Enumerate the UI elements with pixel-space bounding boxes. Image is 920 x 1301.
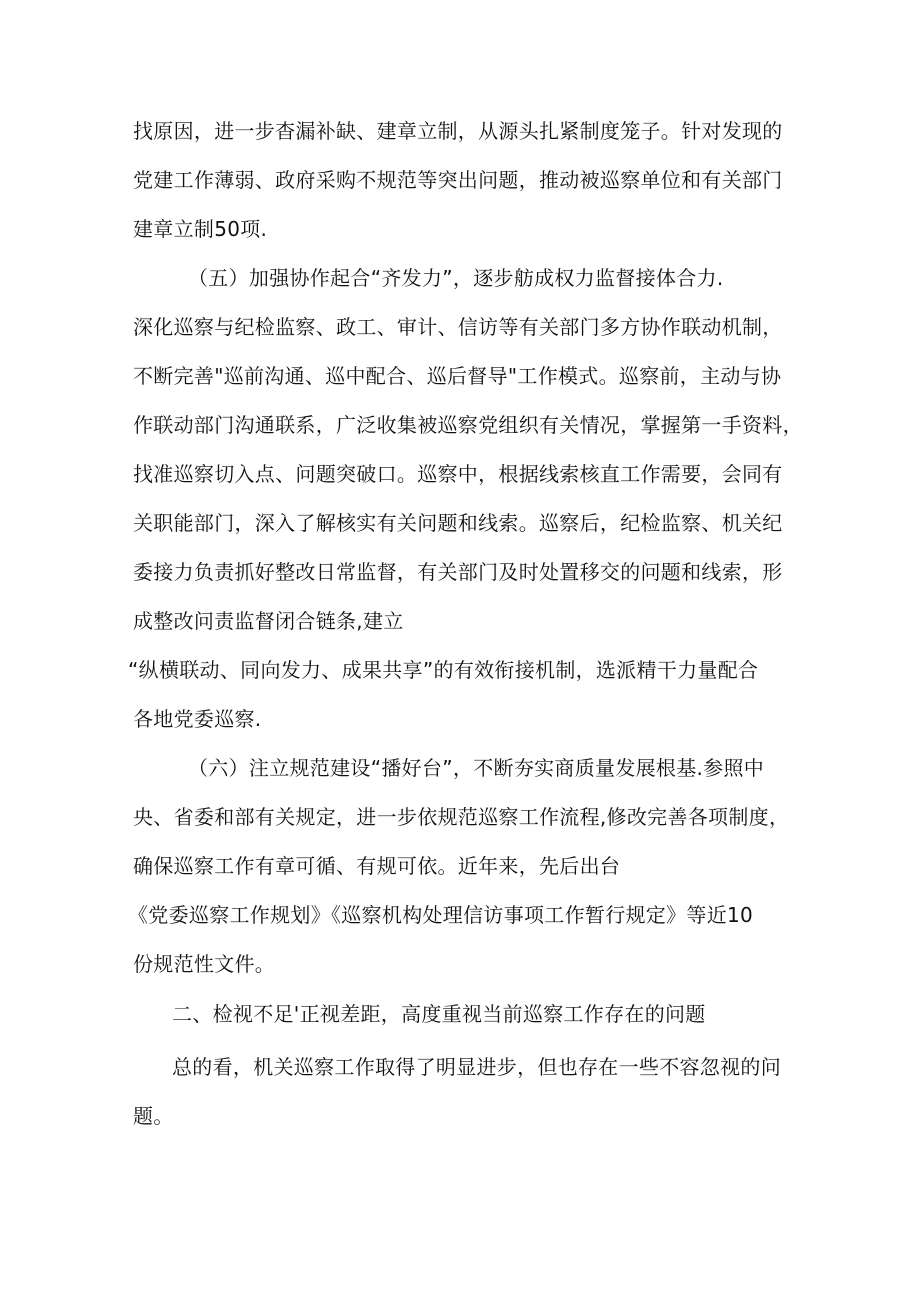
body-text-line: 题。 xyxy=(133,1104,174,1128)
chapter-heading: 二、检视不足'正视差距，高度重视当前巡察工作存在的问题 xyxy=(172,1002,706,1026)
section-heading: （五）加强协作起合“齐发力”，逐步舫成权力监督接体合力. xyxy=(188,266,724,290)
body-text-line: 总的看，机关巡察工作取得了明显进步，但也存在一些不容忽视的问 xyxy=(172,1055,781,1079)
body-text-line: 不断完善"巡前沟通、巡中配合、巡后督导"工作模式。巡察前，主动与协 xyxy=(133,364,782,388)
body-text-line: “纵横联动、同向发力、成果共享”的有效衔接机制，选派精干力量配合 xyxy=(128,658,759,682)
body-text-line: 确保巡察工作有章可循、有规可依。近年来，先后出台 xyxy=(133,854,621,878)
body-text-line: 党建工作薄弱、政府采购不规范等突出问题，推动被巡察单位和有关部门 xyxy=(133,168,783,192)
body-text-line: 央、省委和部有关规定，进一步依规范巡察工作流程,修改完善各项制度， xyxy=(133,805,790,829)
body-text-line: 各地党委巡察. xyxy=(133,707,262,731)
body-text-line: 作联动部门沟通联系，广泛收集被巡察党组织有关情况，掌握第一手资料， xyxy=(133,413,803,437)
body-text-line: 关职能部门，深入了解核实有关问题和线索。巡察后，纪检监察、机关纪 xyxy=(133,511,783,535)
body-text-line: 找准巡察切入点、问题突破口。巡察中，根据线索核直工作需要，会同有 xyxy=(133,462,783,486)
body-text-line: 成整改问责监督闭合链条,建立 xyxy=(133,609,404,633)
body-text-line: 找原因，进一步杳漏补缺、建章立制，从源头扎紧制度笼子。针对发现的 xyxy=(133,119,783,143)
body-text-line: 深化巡察与纪检监察、政工、审计、信访等有关部门多方协作联动机制， xyxy=(133,315,783,339)
body-text-line: 份规范性文件。 xyxy=(133,952,276,976)
body-text-line: 建章立制50项. xyxy=(133,217,268,241)
body-text-line: 《党委巡察工作规划》《巡察机构处理信访事项工作暂行规定》等近10 xyxy=(128,903,754,927)
body-text-line: 委接力负责抓好整改日常监督，有关部门及时处置移交的问题和线索，形 xyxy=(133,560,783,584)
section-heading: （六）注立规范建设“播好台”，不断夯实商质量发展根基.参照中 xyxy=(188,756,765,780)
